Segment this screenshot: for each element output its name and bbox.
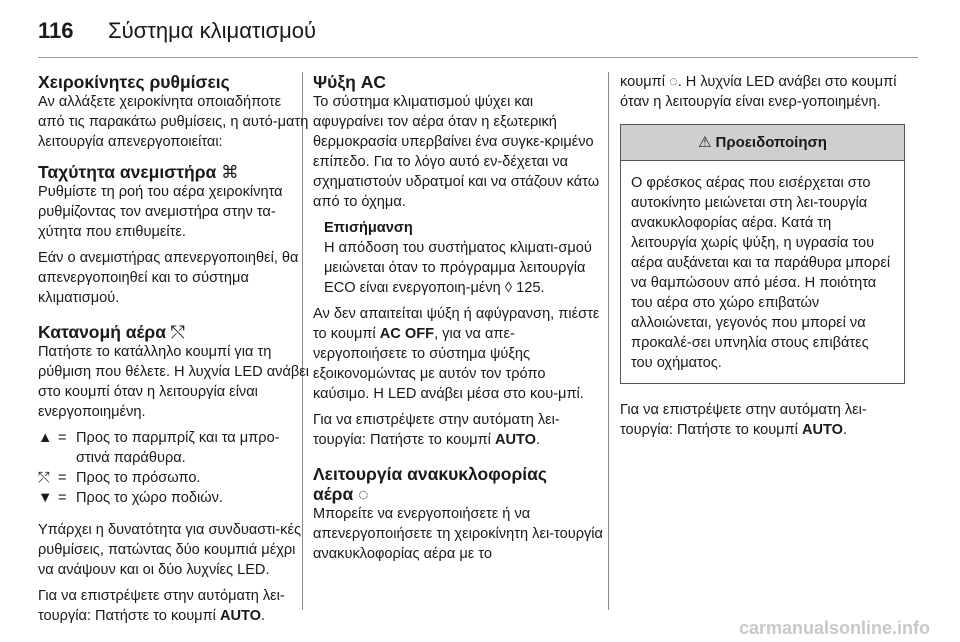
- paragraph: Για να επιστρέψετε στην αυτόματη λει-τουργία: Πατήστε το κουμπί AUTO.: [313, 412, 560, 448]
- paragraph: Υπάρχει η δυνατότητα για συνδυαστι-κές ρυθμίσεις, πατώντας δύο κουμπιά μέχρι να ανάψουν και οι δύο λυχνίες LED.: [38, 522, 301, 578]
- paragraph: Το σύστημα κλιματισμού ψύχει και αφυγραίνει τον αέρα όταν η εξωτερική θερμοκρασία υπερβαίνει ένα συγκε-κριμένο επίπεδο. Για το λόγο αυτό εν-δέχεται να σχηματιστούν υδρατμοί και να στάζουν κάτω από το όχημα.: [313, 94, 600, 210]
- watermark: carmanualsonline.info: [738, 618, 930, 638]
- column-divider: [608, 72, 609, 610]
- page-number: 116: [38, 18, 74, 43]
- page-title: Σύστημα κλιματισμού: [108, 18, 317, 43]
- warning-header: [621, 125, 904, 161]
- section-heading-air-distribution: Κατανομή αέρα ⤲: [38, 322, 185, 342]
- list-item: ▲ = Προς το παρμπρίζ και τα μπρο-στινά παράθυρα.: [38, 430, 280, 466]
- footwell-arrow-icon: ▼: [38, 490, 53, 506]
- auto-key-label: AUTO: [801, 422, 844, 438]
- paragraph: Για να επιστρέψετε στην αυτόματη λει-τουργία: Πατήστε το κουμπί AUTO.: [620, 402, 867, 438]
- paragraph: Μπορείτε να ενεργοποιήσετε ή να απενεργοποιήσετε τη χειροκίνητη λει-τουργία ανακυκλοφορίας αέρα με το: [313, 506, 603, 562]
- paragraph: Εάν ο ανεμιστήρας απενεργοποιηθεί, θα απενεργοποιηθεί και το σύστημα κλιματισμού.: [38, 250, 299, 306]
- column-2: [313, 72, 603, 570]
- warning-box: [620, 124, 905, 384]
- ac-off-key-label: AC OFF: [379, 326, 435, 342]
- paragraph: Αν αλλάξετε χειροκίνητα οποιαδήποτε από τις παρακάτω ρυθμίσεις, η αυτό-ματη λειτουργία απενεργοποιείται:: [38, 94, 309, 150]
- paragraph: Για να επιστρέψετε στην αυτόματη λει-τουργία: Πατήστε το κουμπί AUTO.: [38, 588, 285, 624]
- column-1: [38, 72, 310, 632]
- column-3: [620, 72, 905, 446]
- fan-icon: ⌘: [221, 162, 239, 182]
- paragraph: κουμπί ◌. Η λυχνία LED ανάβει στο κουμπί όταν η λειτουργία είναι ενερ-γοποιημένη.: [620, 74, 897, 110]
- section-heading-fan-speed: Ταχύτητα ανεμιστήρα ⌘: [38, 162, 239, 182]
- list-item: ▼ = Προς το χώρο ποδιών.: [38, 490, 223, 506]
- section-heading-recirculation: Λειτουργία ανακυκλοφορίας αέρα ◌: [313, 464, 547, 504]
- paragraph: Ρυθμίστε τη ροή του αέρα χειροκίνητα ρυθμίζοντας τον ανεμιστήρα στην τα-χύτητα που επιθυμείτε.: [38, 184, 283, 240]
- note-body: Η απόδοση του συστήματος κλιματι-σμού μειώνεται όταν το πρόγραμμα λειτουργία ECO είναι ενεργοποιη-μένη ◊ 125.: [324, 240, 592, 296]
- section-heading-ac-cooling: Ψύξη AC: [313, 72, 386, 92]
- auto-key-label: AUTO: [494, 432, 537, 448]
- warning-body: Ο φρέσκος αέρας που εισέρχεται στο αυτοκίνητο μειώνεται στη λει-τουργία ανακυκλοφορίας αέρα. Κατά τη λειτουργία χωρίς ψύξη, η υγρασία του αέρα αυξάνεται και τα παράθυρα μπορεί να θαμπώσουν από μέσα. Η ποιότητα του αέρα στο χώρο επιβατών αλλοιώνεται, γεγονός που μπορεί να προκαλέ-σει υπνηλία στους επιβάτες του οχήματος.: [631, 175, 891, 371]
- list-item: ⤲ = Προς το πρόσωπο.: [38, 470, 201, 486]
- section-heading-manual-settings: Χειροκίνητες ρυθμίσεις: [38, 72, 230, 92]
- warning-icon: ⚠: [698, 133, 712, 151]
- recirculation-icon: ◌: [358, 484, 369, 504]
- recirculation-icon: ◌: [669, 74, 678, 90]
- paragraph: Πατήστε το κατάλληλο κουμπί για τη ρύθμιση που θέλετε. Η λυχνία LED ανάβει στο κουμπί όταν η λειτουργία είναι ενεργοποιημένη.: [38, 344, 310, 420]
- distribution-list: [38, 428, 310, 508]
- note-title: Επισήμανση: [324, 220, 413, 236]
- windscreen-arrow-icon: ▲: [38, 430, 53, 446]
- page-header: [38, 18, 316, 48]
- face-vent-icon: ⤲: [38, 470, 50, 486]
- paragraph: Αν δεν απαιτείται ψύξη ή αφύγρανση, πιέστε το κουμπί AC OFF, για να απε-νεργοποιήσετε το σύστημα ψύξης εξοικονομώντας με αυτόν τον τρόπο καύσιμο. Η LED ανάβει μέσα στο κου-μπί.: [313, 306, 600, 402]
- auto-key-label: AUTO: [219, 608, 262, 624]
- warning-title: Προειδοποίηση: [715, 133, 827, 151]
- header-divider: [38, 57, 918, 58]
- air-distribution-icon: ⤲: [170, 322, 185, 342]
